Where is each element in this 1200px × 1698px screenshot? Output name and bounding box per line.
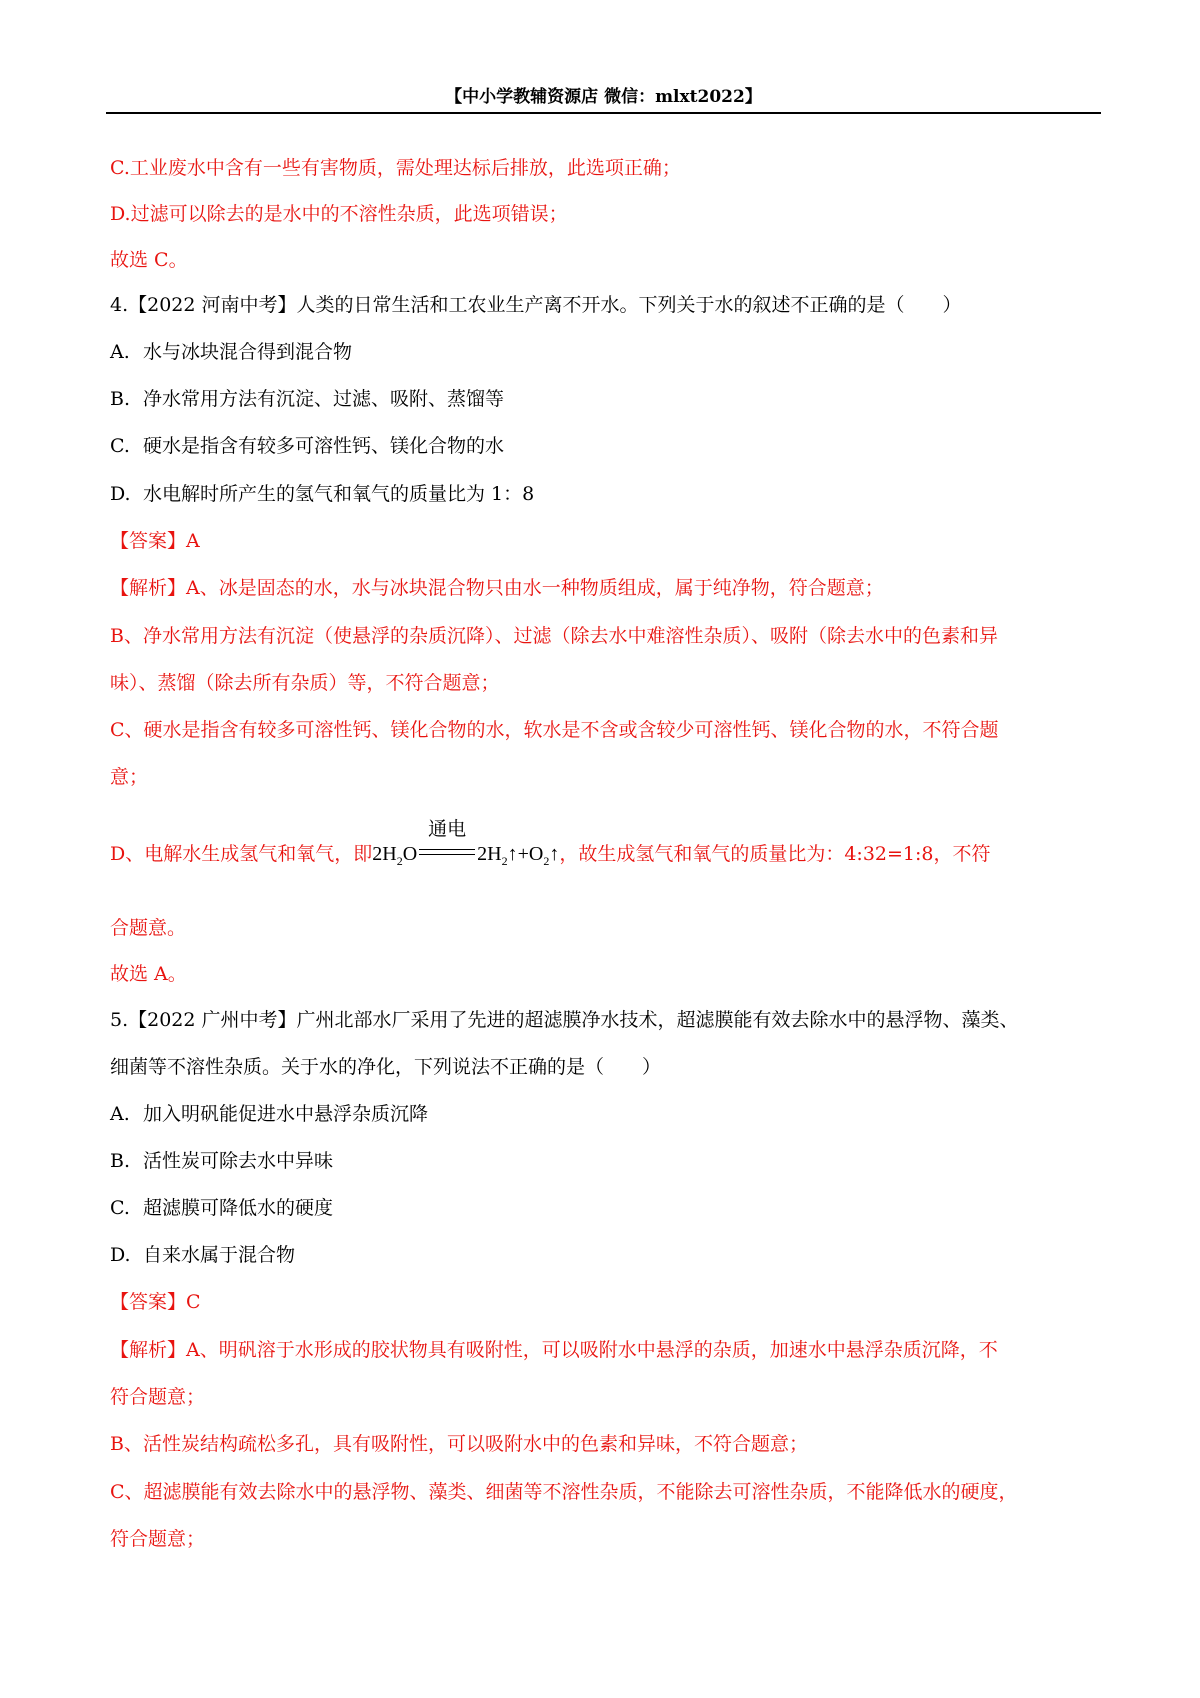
q5-answer: 【答案】C <box>110 1291 201 1313</box>
q5-option-d <box>110 1241 1105 1269</box>
option-letter: A. <box>110 1103 130 1125</box>
q4-analysis-line: 意； <box>110 766 149 788</box>
q4-conclusion: 故选 A。 <box>110 963 187 985</box>
q3-analysis-c: C.工业废水中含有一些有害物质，需处理达标后排放，此选项正确； <box>110 157 681 179</box>
gas-arrow: ↑ <box>549 843 560 865</box>
option-text: 净水常用方法有沉淀、过滤、吸附、蒸馏等 <box>143 388 505 410</box>
subscript: 2 <box>501 854 508 868</box>
q5-option-c <box>110 1194 1105 1222</box>
option-letter: D. <box>110 1244 131 1266</box>
q3-analysis-d: D.过滤可以除去的是水中的不溶性杂质，此选项错误； <box>110 203 568 225</box>
q5-option-b <box>110 1147 1105 1175</box>
q4-answer: 【答案】A <box>110 530 200 552</box>
q4-analysis-d <box>110 819 1105 875</box>
option-text: 硬水是指含有较多可溶性钙、镁化合物的水 <box>143 435 505 457</box>
q5-analysis-line: 【解析】A、明矾溶于水形成的胶状物具有吸附性，可以吸附水中悬浮的杂质，加速水中悬浮杂质沉降，不 <box>110 1339 998 1361</box>
option-text: 水与冰块混合得到混合物 <box>143 341 353 363</box>
q5-analysis-line: 符合题意； <box>110 1386 206 1408</box>
q5-option-a <box>110 1100 1105 1128</box>
q4-stem: 4.【2022 河南中考】人类的日常生活和工农业生产离不开水。下列关于水的叙述不正确的是（ ） <box>110 294 962 316</box>
q5-analysis-line: C、超滤膜能有效去除水中的悬浮物、藻类、细菌等不溶性杂质，不能除去可溶性杂质，不能降低水的硬度， <box>110 1481 1018 1503</box>
subscript: 2 <box>543 854 550 868</box>
option-text: 自来水属于混合物 <box>143 1244 296 1266</box>
equals-line <box>419 849 475 850</box>
product-formula: +O <box>517 843 544 865</box>
header-divider <box>106 112 1101 114</box>
q5-analysis-line: B、活性炭结构疏松多孔，具有吸附性，可以吸附水中的色素和异味，不符合题意； <box>110 1433 808 1455</box>
product-formula: 2H <box>477 843 502 865</box>
q4-option-b <box>110 385 1105 413</box>
analysis-d-prefix: D、电解水生成氢气和氧气，即 <box>110 843 373 865</box>
option-letter: D. <box>110 483 131 505</box>
option-letter: A. <box>110 341 130 363</box>
reactant-formula: 2H <box>372 843 397 865</box>
option-letter: C. <box>110 435 130 457</box>
q5-stem: 细菌等不溶性杂质。关于水的净化，下列说法不正确的是（ ） <box>110 1056 662 1078</box>
option-letter: B. <box>110 1150 131 1172</box>
q4-analysis-line: 味）、蒸馏（除去所有杂质）等，不符合题意； <box>110 672 500 694</box>
analysis-d-suffix: ，故生成氢气和氧气的质量比为：4:32=1:8，不符 <box>559 843 991 865</box>
option-letter: B. <box>110 388 131 410</box>
q4-analysis-d-cont: 合题意。 <box>110 917 187 939</box>
q4-analysis-line: 【解析】A、冰是固态的水，水与冰块混合物只由水一种物质组成，属于纯净物，符合题意； <box>110 577 884 599</box>
option-text: 加入明矾能促进水中悬浮杂质沉降 <box>143 1103 429 1125</box>
reaction-condition <box>419 819 475 868</box>
q5-stem: 5.【2022 广州中考】广州北部水厂采用了先进的超滤膜净水技术，超滤膜能有效去除水中的悬浮物、藻类、 <box>110 1009 1019 1031</box>
q4-option-a <box>110 338 1105 366</box>
q4-option-d <box>110 480 1105 508</box>
option-letter: C. <box>110 1197 130 1219</box>
reactant-formula-tail: O <box>402 843 418 865</box>
subscript: 2 <box>396 854 403 868</box>
condition-label: 通电 <box>428 819 467 840</box>
q5-analysis-line: 符合题意； <box>110 1528 206 1550</box>
page-header: 【中小学教辅资源店 微信：mlxt2022】 <box>445 87 762 107</box>
q4-analysis-line: B、净水常用方法有沉淀（使悬浮的杂质沉降）、过滤（除去水中难溶性杂质）、吸附（除去水中的色素和异 <box>110 625 998 647</box>
option-text: 超滤膜可降低水的硬度 <box>143 1197 334 1219</box>
chemical-equation <box>372 819 560 868</box>
gas-arrow: ↑ <box>507 843 518 865</box>
q3-conclusion: 故选 C。 <box>110 249 188 271</box>
equals-line <box>419 854 475 855</box>
option-text: 活性炭可除去水中异味 <box>143 1150 334 1172</box>
q4-option-c <box>110 432 1105 460</box>
option-text: 水电解时所产生的氢气和氧气的质量比为 1：8 <box>143 483 535 505</box>
q4-analysis-line: C、硬水是指含有较多可溶性钙、镁化合物的水，软水是不含或含较少可溶性钙、镁化合物的水，不符合题 <box>110 719 999 741</box>
